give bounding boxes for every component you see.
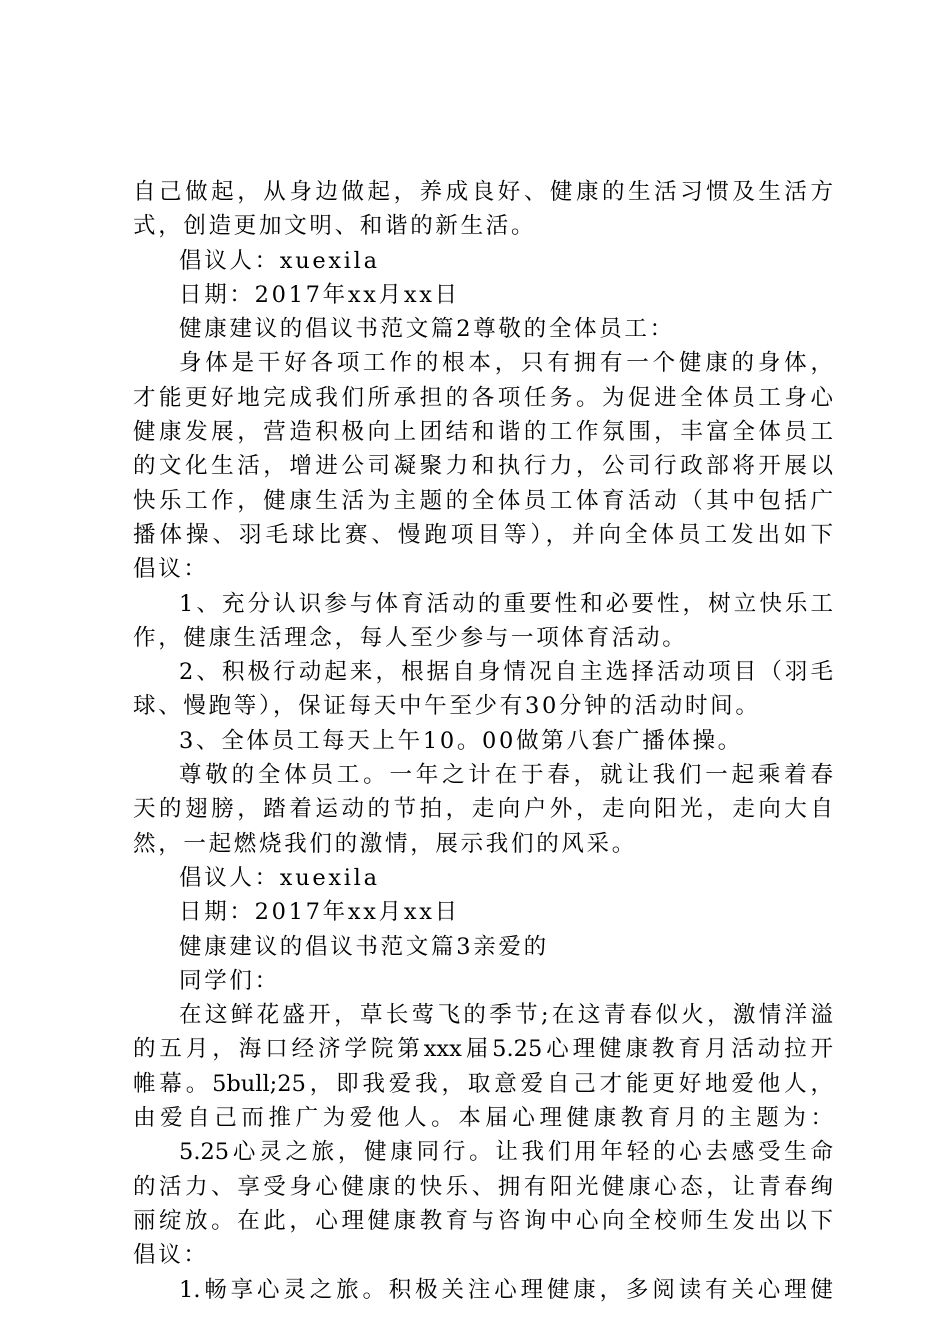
text-line: 倡议：: [133, 556, 209, 583]
text-line: 天的翅膀，踏着运动的节拍，走向户外，走向阳光，走向大自: [133, 796, 833, 823]
text-line: 帷幕。5bull;25，即我爱我，取意爱自己才能更好地爱他人，: [133, 1070, 833, 1097]
document-body: [133, 175, 833, 1307]
text-line: 5.25心灵之旅，健康同行。让我们用年轻的心去感受生命: [179, 1139, 833, 1166]
text-line: 3、全体员工每天上午10。00做第八套广播体操。: [179, 727, 743, 754]
text-line: 式，创造更加文明、和谐的新生活。: [133, 213, 537, 240]
text-line: 作，健康生活理念，每人至少参与一项体育活动。: [133, 624, 688, 651]
text-line: 的五月，海口经济学院第xxx届5.25心理健康教育月活动拉开: [133, 1036, 833, 1063]
text-line: 健康建议的倡议书范文篇3亲爱的: [179, 933, 549, 960]
text-line: 播体操、羽毛球比赛、慢跑项目等），并向全体员工发出如下: [133, 521, 833, 548]
text-line: 1.畅享心灵之旅。积极关注心理健康，多阅读有关心理健: [179, 1276, 833, 1303]
text-line: 的文化生活，增进公司凝聚力和执行力，公司行政部将开展以: [133, 453, 833, 480]
text-line: 1、充分认识参与体育活动的重要性和必要性，树立快乐工: [179, 590, 833, 617]
text-line: 球、慢跑等），保证每天中午至少有30分钟的活动时间。: [133, 693, 761, 720]
text-line: 日期：2017年xx月xx日: [179, 281, 460, 308]
text-line: 快乐工作，健康生活为主题的全体员工体育活动（其中包括广: [133, 487, 833, 514]
text-line: 健康发展，营造积极向上团结和谐的工作氛围，丰富全体员工: [133, 419, 833, 446]
text-line: 倡议人：xuexila: [179, 247, 380, 274]
text-line: 倡议：: [133, 1242, 209, 1269]
text-line: 才能更好地完成我们所承担的各项任务。为促进全体员工身心: [133, 384, 833, 411]
text-line: 然，一起燃烧我们的激情，展示我们的风采。: [133, 830, 638, 857]
text-line: 日期：2017年xx月xx日: [179, 899, 460, 926]
text-line: 健康建议的倡议书范文篇2尊敬的全体员工：: [179, 316, 675, 343]
text-line: 由爱自己而推广为爱他人。本届心理健康教育月的主题为：: [133, 1105, 833, 1132]
text-line: 倡议人：xuexila: [179, 864, 380, 891]
text-line: 尊敬的全体员工。一年之计在于春，就让我们一起乘着春: [179, 762, 833, 789]
text-line: 在这鲜花盛开，草长莺飞的季节;在这青春似火，激情洋溢: [179, 1002, 833, 1029]
text-line: 丽绽放。在此，心理健康教育与咨询中心向全校师生发出以下: [133, 1207, 833, 1234]
text-line: 2、积极行动起来，根据自身情况自主选择活动项目（羽毛: [179, 659, 833, 686]
text-line: 自己做起，从身边做起，养成良好、健康的生活习惯及生活方: [133, 179, 833, 205]
text-line: 身体是干好各项工作的根本，只有拥有一个健康的身体，: [179, 350, 833, 377]
text-line: 的活力、享受身心健康的快乐、拥有阳光健康心态，让青春绚: [133, 1173, 833, 1200]
text-line: 同学们：: [179, 967, 280, 994]
